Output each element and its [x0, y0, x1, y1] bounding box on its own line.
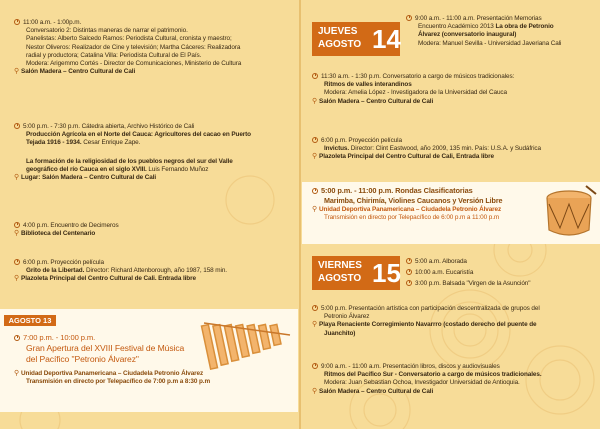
event-decimeros — [14, 221, 294, 238]
location-pin-icon: ⚲ — [14, 230, 20, 238]
event-line: 5:00 p.m. Presentación artística con participación descentralizada de grupos del — [321, 305, 540, 312]
event-line: Nestor Oliveros: Realizador de Cine y televisión; Martha Cáceres: Realizadora — [26, 43, 241, 51]
event-line: 3:00 p.m. Balsada "Virgen de la Asunción" — [415, 280, 531, 288]
clock-icon — [312, 73, 318, 79]
event-line: Ritmos de valles interandinos — [324, 81, 412, 89]
event-time: 5:00 p.m. - 11:00 p.m. — [321, 186, 394, 195]
event-line: Modera: Juan Sebastian Ochoa, Investigador Universidad de Antioquia. — [324, 379, 520, 387]
clock-icon — [312, 305, 318, 311]
clock-icon — [14, 19, 20, 25]
location-pin-icon: ⚲ — [312, 321, 318, 329]
event-line: Presentación Memorias — [476, 15, 542, 22]
right-column — [302, 0, 600, 429]
location-pin-icon: ⚲ — [312, 97, 318, 105]
event-place: Salón Madera – Centro Cultural de Cali — [319, 97, 434, 105]
event-line: Director: Clint Eastwood, año 2009, 135 min. País: U.S.A. y Sudáfrica — [350, 145, 541, 153]
event-place: Plazoleta Principal del Centro Cultural de Cali. Entrada libre — [21, 275, 196, 283]
event-place: Salón Madera – Centro Cultural de Cali — [319, 387, 434, 395]
event-memorias — [406, 14, 598, 48]
location-pin-icon: ⚲ — [14, 370, 20, 377]
event-line: Modera: Manuel Sevilla - Universidad Javeriana Cali — [418, 39, 562, 47]
month-name: AGOSTO — [318, 39, 362, 50]
clock-icon — [312, 137, 318, 143]
location-pin-icon: ⚲ — [312, 387, 318, 395]
event-place: Playa Renaciente Corregimiento Navarrro (costado derecho del puente de — [319, 321, 537, 329]
event-title: Gran Apertura del XVIII Festival de Música — [26, 343, 185, 353]
event-time: 5:00 p.m. - 7:30 p.m. — [23, 123, 80, 130]
event-line: Cátedra abierta, Archivo Histórico de Cali — [81, 123, 195, 130]
event-time: 11:30 a.m. - 1:30 p.m. Conversatorio a cargo de músicos tradicionales: — [321, 73, 515, 80]
event-line: 5:00 a.m. Alborada — [415, 258, 467, 265]
event-line: Invictus. — [324, 145, 350, 153]
event-line: Marimba, Chirimía, Violines Caucanos y Versión Libre — [324, 196, 503, 205]
clock-icon — [14, 222, 20, 228]
event-place: Unidad Deportiva Panamericana – Ciudadela Petronio Álvarez — [319, 206, 502, 213]
day-number: 15 — [372, 258, 401, 288]
column-divider — [299, 0, 301, 429]
marimba-illustration — [200, 315, 294, 375]
clock-icon — [312, 188, 318, 194]
event-place: Plazoleta Principal del Centro Cultural de Cali, Entrada libre — [319, 153, 494, 161]
day-name: VIERNES — [318, 260, 362, 271]
august-13-banner — [0, 309, 298, 412]
event-line: Encuentro Académico 2013 — [418, 23, 494, 31]
rondas-banner — [302, 182, 600, 244]
location-pin-icon: ⚲ — [312, 206, 318, 213]
event-line: Grito de la Libertad. — [26, 267, 85, 275]
friday-date-box — [312, 256, 400, 290]
broadcast-note: Transmisión en directo por Telepacífico de 7:00 p.m a 8:30 p.m — [26, 378, 211, 386]
day-number: 14 — [372, 24, 401, 54]
event-time: 9:00 a.m. - 11:00 a.m. — [415, 15, 475, 22]
event-line: geográfico del río Cauca en el siglo XVIII. — [26, 165, 147, 173]
location-pin-icon: ⚲ — [14, 174, 20, 182]
location-pin-icon: ⚲ — [14, 275, 20, 283]
event-pelicula-grito — [14, 258, 298, 284]
clock-icon — [406, 280, 412, 286]
day-name: JUEVES — [318, 26, 358, 37]
clock-icon — [14, 259, 20, 265]
event-presentacion-artistica — [312, 304, 598, 338]
event-line: La obra de Petronio — [495, 23, 554, 31]
date-tag: AGOSTO 13 — [4, 315, 56, 326]
event-author: Cesar Enrique Zape. — [83, 139, 141, 147]
event-line: Álvarez (conversatorio inaugural) — [418, 31, 517, 39]
event-place: Lugar: Salón Madera – Centro Cultural de Cali — [21, 174, 157, 182]
event-line: Producción Agrícola en el Norte del Cauca: Agricultores del cacao en Puerto — [26, 131, 251, 139]
month-name: AGOSTO — [318, 273, 362, 284]
clock-icon — [406, 15, 412, 21]
drum-illustration — [540, 184, 598, 242]
left-column — [0, 0, 298, 429]
clock-icon — [312, 363, 318, 369]
location-pin-icon: ⚲ — [14, 68, 20, 76]
event-line: radial y productora; Catalina Villa: Periodista Cultural de El País. — [26, 51, 202, 59]
event-friday-morning — [406, 257, 598, 289]
event-place: Juanchito) — [324, 329, 356, 337]
location-pin-icon: ⚲ — [312, 153, 318, 161]
event-conversatorio-2 — [14, 18, 294, 76]
event-catedra-abierta — [14, 122, 294, 182]
event-line: Ritmos del Pacífico Sur - Conversatorio a cargo de músicos tradicionales. — [324, 371, 542, 379]
event-title: Rondas Clasificatorias — [395, 186, 473, 195]
event-line: Tejada 1916 - 1934. — [26, 139, 82, 147]
broadcast-note: Transmisión en directo por Telepacífico de 6:00 p.m a 11:00 p.m — [324, 214, 500, 222]
event-line: Modera: Amelia López - Investigadora de la Universidad del Cauca — [324, 89, 507, 97]
event-line: Conversatorio 2: Distintas maneras de narrar el patrimonio. — [26, 27, 188, 35]
event-valles-interandinos — [312, 72, 598, 106]
event-ritmos-pacifico-sur — [312, 362, 598, 396]
clock-icon — [14, 123, 20, 129]
event-title: del Pacífico "Petronio Álvarez" — [26, 354, 139, 364]
event-line: La formación de la religiosidad de los pueblos negros del sur del Valle — [26, 157, 233, 165]
event-line: 9:00 a.m. - 11:00 a.m. Presentación libros, discos y audiovisuales — [321, 363, 500, 370]
clock-icon — [406, 258, 412, 264]
event-time: 7:00 p.m. - 10:00 p.m. — [23, 333, 96, 342]
clock-icon — [406, 269, 412, 275]
event-time: 4:00 p.m. Encuentro de Decimeros — [23, 222, 119, 229]
event-line: Petronio Álvarez — [324, 313, 370, 321]
event-pelicula-invictus — [312, 136, 598, 162]
clock-icon — [14, 335, 20, 341]
event-time: 6:00 p.m. Proyección película — [321, 137, 402, 144]
thursday-date-box — [312, 22, 400, 56]
event-line: Director: Richard Attenborough, año 1987, 158 min. — [85, 267, 227, 275]
event-place: Biblioteca del Centenario — [21, 230, 96, 238]
event-time: 11:00 a.m. - 1:00p.m. — [23, 19, 82, 26]
event-line: 10:00 a.m. Eucaristía — [415, 269, 474, 277]
event-place: Salón Madera – Centro Cultural de Cali — [21, 68, 136, 76]
event-place: Unidad Deportiva Panamericana – Ciudadela Petronio Álvarez — [21, 370, 204, 377]
event-author: Luis Fernando Muñoz — [148, 165, 209, 173]
event-time: 6:00 p.m. Proyección película — [23, 259, 104, 266]
event-line: Panelistas: Alberto Salcedo Ramos: Periodista Cultural, cronista y maestro; — [26, 35, 232, 43]
event-line: Modera: Arigemmo Cortés - Director de Comunicaciones, Ministerio de Cultura — [26, 60, 242, 68]
